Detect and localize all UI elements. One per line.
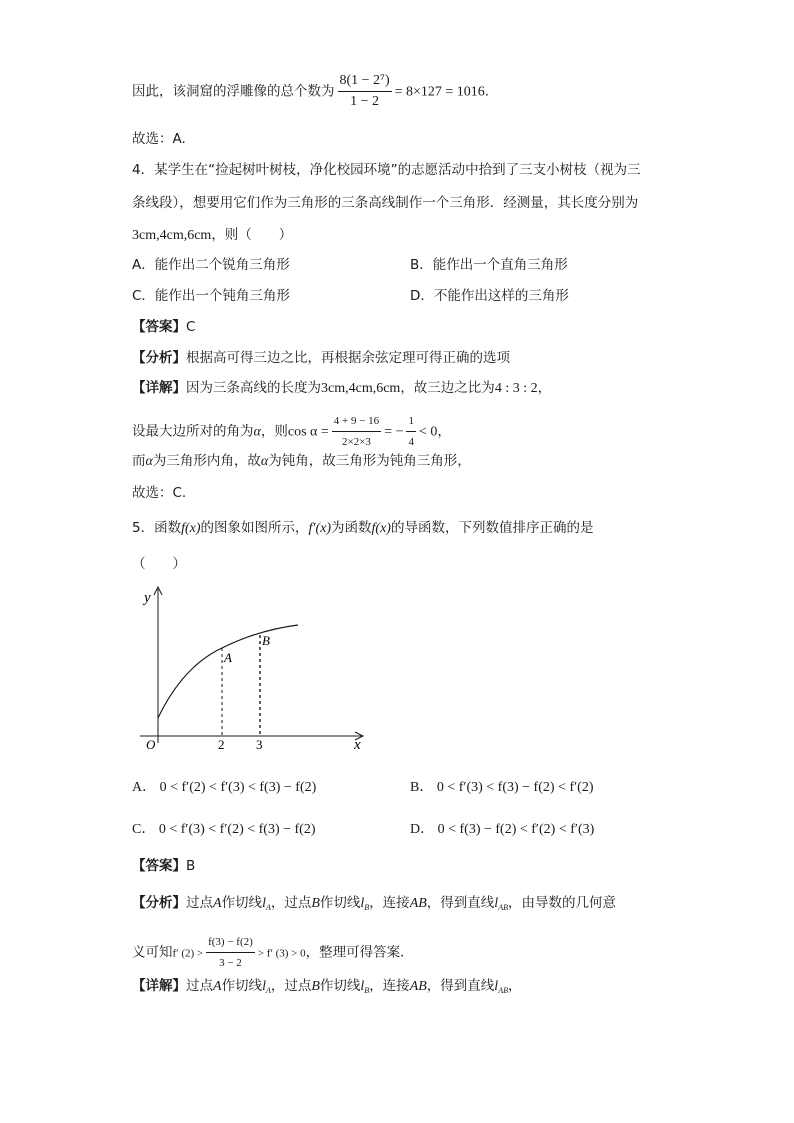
q5-dt-text-a: 过点 [186,978,213,994]
q5-dt-text-c: ，过点 [270,978,312,994]
q4-detail-end: ， [537,380,552,396]
cos-fraction [332,412,381,451]
q4-detail3-text-c: 为钝角，故三角形为钝角三角形， [268,453,471,469]
conclusion-text: 因此，该洞窟的浮雕像的总个数为 [132,83,335,100]
sum-end: . [484,83,490,100]
q4-analysis [132,349,510,367]
neg-quarter-denominator: 4 [408,436,414,448]
q5-analysis-line-2 [132,933,414,972]
line-lab: l [494,896,499,911]
q5-analysis-line-1 [132,894,616,917]
q5-text-b: 的图象如图所示， [200,520,309,536]
segment-ab: AB [409,979,427,994]
q4-answer [132,318,195,336]
q4-detail-line-3 [132,452,471,471]
q4-answer-tag: 【答案】 [132,319,186,335]
q4-analysis-tag: 【分析】 [132,350,186,366]
tick-3-label: 3 [256,737,263,752]
slope-numerator: f(3) − f(2) [206,933,255,953]
cos-fraction-numerator: 4 + 9 − 16 [332,412,381,432]
q5-an2-text-a: 义可知 [132,944,173,961]
q5-dt-text-e: ，连接 [369,978,410,994]
q5-text-d: 的导函数，下列数值排序正确的是 [390,520,594,536]
q4-line-3-text: ，则（ ） [211,227,293,243]
q5-answer [132,857,195,875]
tangent-la-sub: A [265,903,271,912]
q5-option-d: D． 0 < f(3) − f(2) < f′(2) < f′(3) [410,822,595,837]
neg-quarter-fraction [406,412,416,451]
q5-text-a: 5．函数 [132,520,182,536]
q4-line-3 [132,226,292,245]
q4-answer-value: C [186,319,196,335]
q5-option-c: C． 0 < f′(3) < f′(2) < f(3) − f(2) [132,822,316,837]
sum-fraction [338,72,392,111]
q4-detail-tag: 【详解】 [132,380,186,396]
line-lab: l [494,979,499,994]
q5-option-b: B． 0 < f′(3) < f(3) − f(2) < f′(2) [410,780,594,795]
tangent-lb: l [360,979,365,994]
point-a-label: A [224,650,232,665]
alpha-symbol: α [260,454,269,469]
less-than-zero: < 0 [418,424,438,440]
sum-fraction-denominator: 1 − 2 [350,94,379,109]
q5-an-text-c: ，过点 [270,895,312,911]
q4-line-2: 条线段），想要用它们作为三角形的三条高线制作一个三角形．经测量，其长度分别为 [132,195,639,211]
q5-detail-tag: 【详解】 [132,978,186,994]
q5-line-1 [132,519,593,538]
point-b-ref: B [311,896,320,911]
q4-option-b: B．能作出一个直角三角形 [410,257,568,273]
q4-detail-lengths: 3cm,4cm,6cm [321,381,401,396]
q5-an-text-d: 作切线 [319,895,361,911]
q4-analysis-text: 根据高可得三边之比，再根据余弦定理可得正确的选项 [186,350,510,366]
q5-an-text-f: ，得到直线 [426,895,495,911]
tangent-la-sub: A [265,986,271,995]
q5-text-c: 为函数 [331,520,372,536]
q5-dt-text-d: 作切线 [319,978,361,994]
fprime-3-ineq: > f′ (3) > 0 [257,947,306,960]
line-lab-sub: AB [498,986,508,995]
y-label: y [144,590,151,606]
tangent-lb: l [360,896,365,911]
alpha-symbol: α [145,454,153,469]
point-a-ref: A [213,896,222,911]
line-lab-sub: AB [498,903,508,912]
tangent-lb-sub: B [364,986,370,995]
sum-fraction-numerator: 8(1 − 2⁷) [338,72,392,92]
fx-symbol: f(x) [371,521,391,536]
q5-answer-value: B [186,858,196,874]
q4-detail-text-b: ，故三边之比为 [400,380,495,396]
prev-answer: 故选：A. [132,131,186,147]
q5-answer-tag: 【答案】 [132,858,186,874]
function-curve [158,625,298,718]
x-label: x [354,737,361,753]
fprime-2: f′ (2) > [172,947,204,960]
q4-detail-text-a: 因为三条高线的长度为 [186,380,321,396]
segment-ab: AB [409,896,427,911]
q4-detail2-text-b: ，则 [260,423,288,440]
slope-denominator: 3 − 2 [219,957,242,969]
tangent-lb-sub: B [364,903,370,912]
q4-lengths: 3cm,4cm,6cm [132,228,212,243]
tangent-la: l [262,896,266,911]
q5-an2-text-b: ，整理可得答案． [305,944,414,961]
cos-expression: cos α = [287,424,329,440]
q5-dt-end: ， [507,978,522,994]
alpha-symbol: α [253,424,261,440]
q5-detail-line-1 [132,977,521,1000]
q4-final: 故选：C. [132,485,187,501]
q5-an-text-e: ，连接 [369,895,410,911]
q4-detail-line-2 [132,412,451,451]
q5-dt-text-f: ，得到直线 [426,978,495,994]
q4-detail-line-1 [132,379,551,398]
fpx-symbol: f′(x) [308,521,332,536]
point-b-ref: B [311,979,320,994]
q5-paren: （ ） [132,556,186,572]
q5-an-text-b: 作切线 [221,895,263,911]
q5-an-text-a: 过点 [186,895,213,911]
sum-result: = 8×127 = 1016 [394,84,485,100]
function-graph [130,583,370,758]
q4-side-ratio: 4 : 3 : 2 [494,381,538,396]
origin-label: O [146,737,156,752]
cos-fraction-denominator: 2×2×3 [342,436,371,448]
neg-quarter-numerator: 1 [406,412,416,432]
point-a-ref: A [213,979,222,994]
q4-option-d: D．不能作出这样的三角形 [410,288,569,304]
tangent-la: l [262,979,266,994]
q4-detail3-text-a: 而 [132,453,146,469]
q4-option-a: A．能作出二个锐角三角形 [132,257,290,273]
cos-equals: = − [384,424,404,440]
point-b-label: B [262,633,270,648]
fx-symbol: f(x) [181,521,201,536]
q4-option-c: C．能作出一个钝角三角形 [132,288,290,304]
conclusion-line [132,72,489,111]
q5-option-a: A． 0 < f′(2) < f′(3) < f(3) − f(2) [132,780,317,795]
tick-2-label: 2 [218,737,225,752]
q4-detail2-end: ， [437,423,451,440]
slope-fraction [206,933,255,972]
q4-line-1: 4．某学生在“捡起树叶树枝，净化校园环境”的志愿活动中拾到了三支小树枝（视为三 [132,162,641,178]
q4-detail3-text-b: 为三角形内角，故 [152,453,261,469]
q5-an-text-g: ，由导数的几何意 [507,895,616,911]
q5-analysis-tag: 【分析】 [132,895,186,911]
q5-dt-text-b: 作切线 [221,978,263,994]
q4-detail2-text-a: 设最大边所对的角为 [132,423,254,440]
